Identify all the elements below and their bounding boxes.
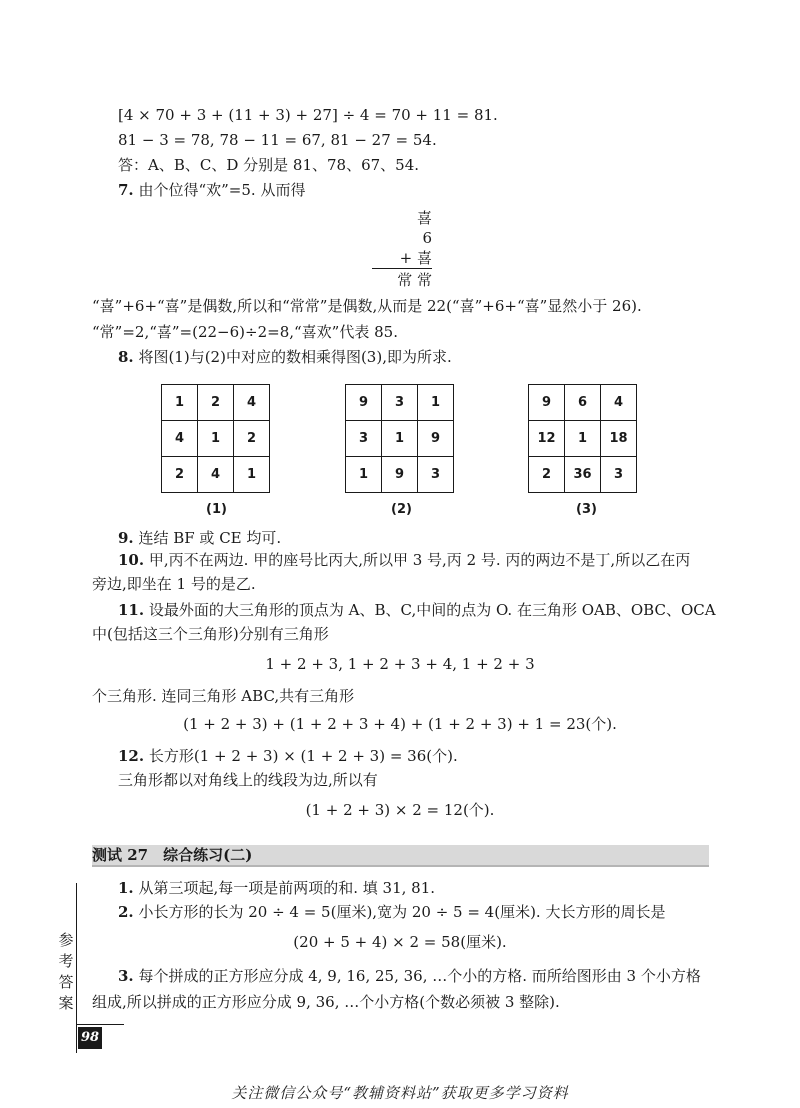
grid-row — [529, 385, 637, 421]
side-label-char: 案 — [58, 994, 74, 1012]
text-line: [4 × 70 + 3 + (11 + 3) + 27] ÷ 4 = 70 + 11 = 81. — [118, 106, 498, 124]
grid-row — [162, 457, 270, 493]
grid-cell: 9 — [382, 457, 418, 493]
addend-1: 喜 — [416, 209, 432, 227]
grid-row — [529, 457, 637, 493]
formula: (1 + 2 + 3) + (1 + 2 + 3 + 4) + (1 + 2 + 3) + 1 = 23(个). — [183, 715, 617, 733]
grid-row — [346, 385, 454, 421]
question-3 — [118, 966, 701, 986]
grid-cell: 9 — [529, 385, 565, 421]
vertical-addition — [372, 208, 432, 290]
problem-8 — [118, 347, 452, 367]
grid-cell: 1 — [198, 421, 234, 457]
grid-cell: 36 — [565, 457, 601, 493]
problem-text: 每个拼成的正方形应分成 4, 9, 16, 25, 36, …个小的方格. 而所给图形由 3 个小方格 — [138, 967, 701, 985]
problem-text: 将图(1)与(2)中对应的数相乘得图(3),即为所求. — [138, 348, 452, 366]
grid-cell: 1 — [234, 457, 270, 493]
section-header — [92, 845, 709, 867]
watermark: 关注微信公众号“教辅资料站”获取更多学习资料 — [231, 1084, 569, 1102]
text-line: “常”=2,“喜”=(22−6)÷2=8,“喜欢”代表 85. — [92, 323, 398, 341]
problem-10 — [118, 550, 690, 570]
grid-cell: 4 — [162, 421, 198, 457]
side-label — [56, 930, 76, 1014]
grid-cell: 12 — [529, 421, 565, 457]
grid-row — [529, 421, 637, 457]
grid-caption-2: (2) — [391, 502, 412, 517]
side-label-char: 参 — [58, 931, 74, 949]
grid-cell: 4 — [234, 385, 270, 421]
number-grid-2 — [345, 384, 454, 493]
problem-7 — [118, 180, 305, 200]
grid-cell: 3 — [382, 385, 418, 421]
text-line: 答：A、B、C、D 分别是 81、78、67、54. — [118, 156, 420, 174]
problem-number: 12. — [118, 747, 145, 765]
side-label-char: 考 — [58, 952, 74, 970]
grid-cell: 3 — [601, 457, 637, 493]
problem-number: 7. — [118, 181, 134, 199]
sum: 常 常 — [372, 268, 432, 290]
problem-number: 9. — [118, 529, 134, 547]
grid-cell: 3 — [418, 457, 454, 493]
grid-cell: 1 — [565, 421, 601, 457]
problem-text: 从第三项起,每一项是前两项的和. 填 31, 81. — [138, 879, 436, 897]
grid-cell: 9 — [346, 385, 382, 421]
problem-text: 设最外面的大三角形的顶点为 A、B、C,中间的点为 O. 在三角形 OAB、OBC、OCA — [148, 601, 716, 619]
grid-cell: 18 — [601, 421, 637, 457]
question-1 — [118, 878, 435, 898]
problem-number: 8. — [118, 348, 134, 366]
problem-text: 连结 BF 或 CE 均可. — [138, 529, 282, 547]
grid-cell: 2 — [529, 457, 565, 493]
problem-text: 长方形(1 + 2 + 3) × (1 + 2 + 3) = 36(个). — [148, 747, 458, 765]
grid-cell: 1 — [418, 385, 454, 421]
side-label-char: 答 — [58, 973, 74, 991]
problem-number: 11. — [118, 601, 145, 619]
number-grid-3 — [528, 384, 637, 493]
grid-row — [162, 385, 270, 421]
grid-cell: 4 — [198, 457, 234, 493]
problem-12 — [118, 746, 458, 766]
problem-text: 由个位得“欢”=5. 从而得 — [138, 181, 306, 199]
grid-caption-1: (1) — [206, 502, 227, 517]
text-line: 个三角形. 连同三角形 ABC,共有三角形 — [92, 687, 355, 705]
text-line: 81 − 3 = 78, 78 − 11 = 67, 81 − 27 = 54. — [118, 131, 437, 149]
addend-2: 6 — [422, 229, 432, 247]
grid-cell: 3 — [346, 421, 382, 457]
grid-cell: 2 — [234, 421, 270, 457]
grid-row — [346, 421, 454, 457]
text-line: 三角形都以对角线上的线段为边,所以有 — [118, 771, 378, 789]
problem-number: 2. — [118, 903, 134, 921]
problem-11 — [118, 600, 716, 620]
grid-cell: 1 — [346, 457, 382, 493]
text-line: 组成,所以拼成的正方形应分成 9, 36, …个小方格(个数必须被 3 整除). — [92, 993, 560, 1011]
grid-cell: 6 — [565, 385, 601, 421]
grid-cell: 4 — [601, 385, 637, 421]
question-2 — [118, 902, 665, 922]
problem-number: 10. — [118, 551, 145, 569]
grid-row — [346, 457, 454, 493]
text-line: 旁边,即坐在 1 号的是乙. — [92, 575, 256, 593]
grid-cell: 2 — [162, 457, 198, 493]
problem-number: 3. — [118, 967, 134, 985]
addend-3: + 喜 — [399, 249, 432, 267]
problem-text: 小长方形的长为 20 ÷ 4 = 5(厘米),宽为 20 ÷ 5 = 4(厘米). 大长方形的周长是 — [138, 903, 666, 921]
grid-cell: 2 — [198, 385, 234, 421]
text-line: “喜”+6+“喜”是偶数,所以和“常常”是偶数,从而是 22(“喜”+6+“喜”显然小于 26). — [92, 297, 642, 315]
page-number: 98 — [78, 1027, 102, 1049]
grid-caption-3: (3) — [576, 502, 597, 517]
formula: 1 + 2 + 3, 1 + 2 + 3 + 4, 1 + 2 + 3 — [265, 655, 535, 673]
grid-cell: 1 — [382, 421, 418, 457]
problem-number: 1. — [118, 879, 134, 897]
problem-text: 甲,丙不在两边. 甲的座号比丙大,所以甲 3 号,丙 2 号. 丙的两边不是丁,所以乙在丙 — [148, 551, 691, 569]
section-title: 测试 27 综合练习(二) — [92, 846, 253, 864]
number-grid-1 — [161, 384, 270, 493]
grid-cell: 1 — [162, 385, 198, 421]
formula: (1 + 2 + 3) × 2 = 12(个). — [305, 801, 495, 819]
grid-cell: 9 — [418, 421, 454, 457]
grid-row — [162, 421, 270, 457]
text-line: 中(包括这三个三角形)分别有三角形 — [92, 625, 329, 643]
formula: (20 + 5 + 4) × 2 = 58(厘米). — [293, 933, 507, 951]
problem-9 — [118, 528, 281, 548]
